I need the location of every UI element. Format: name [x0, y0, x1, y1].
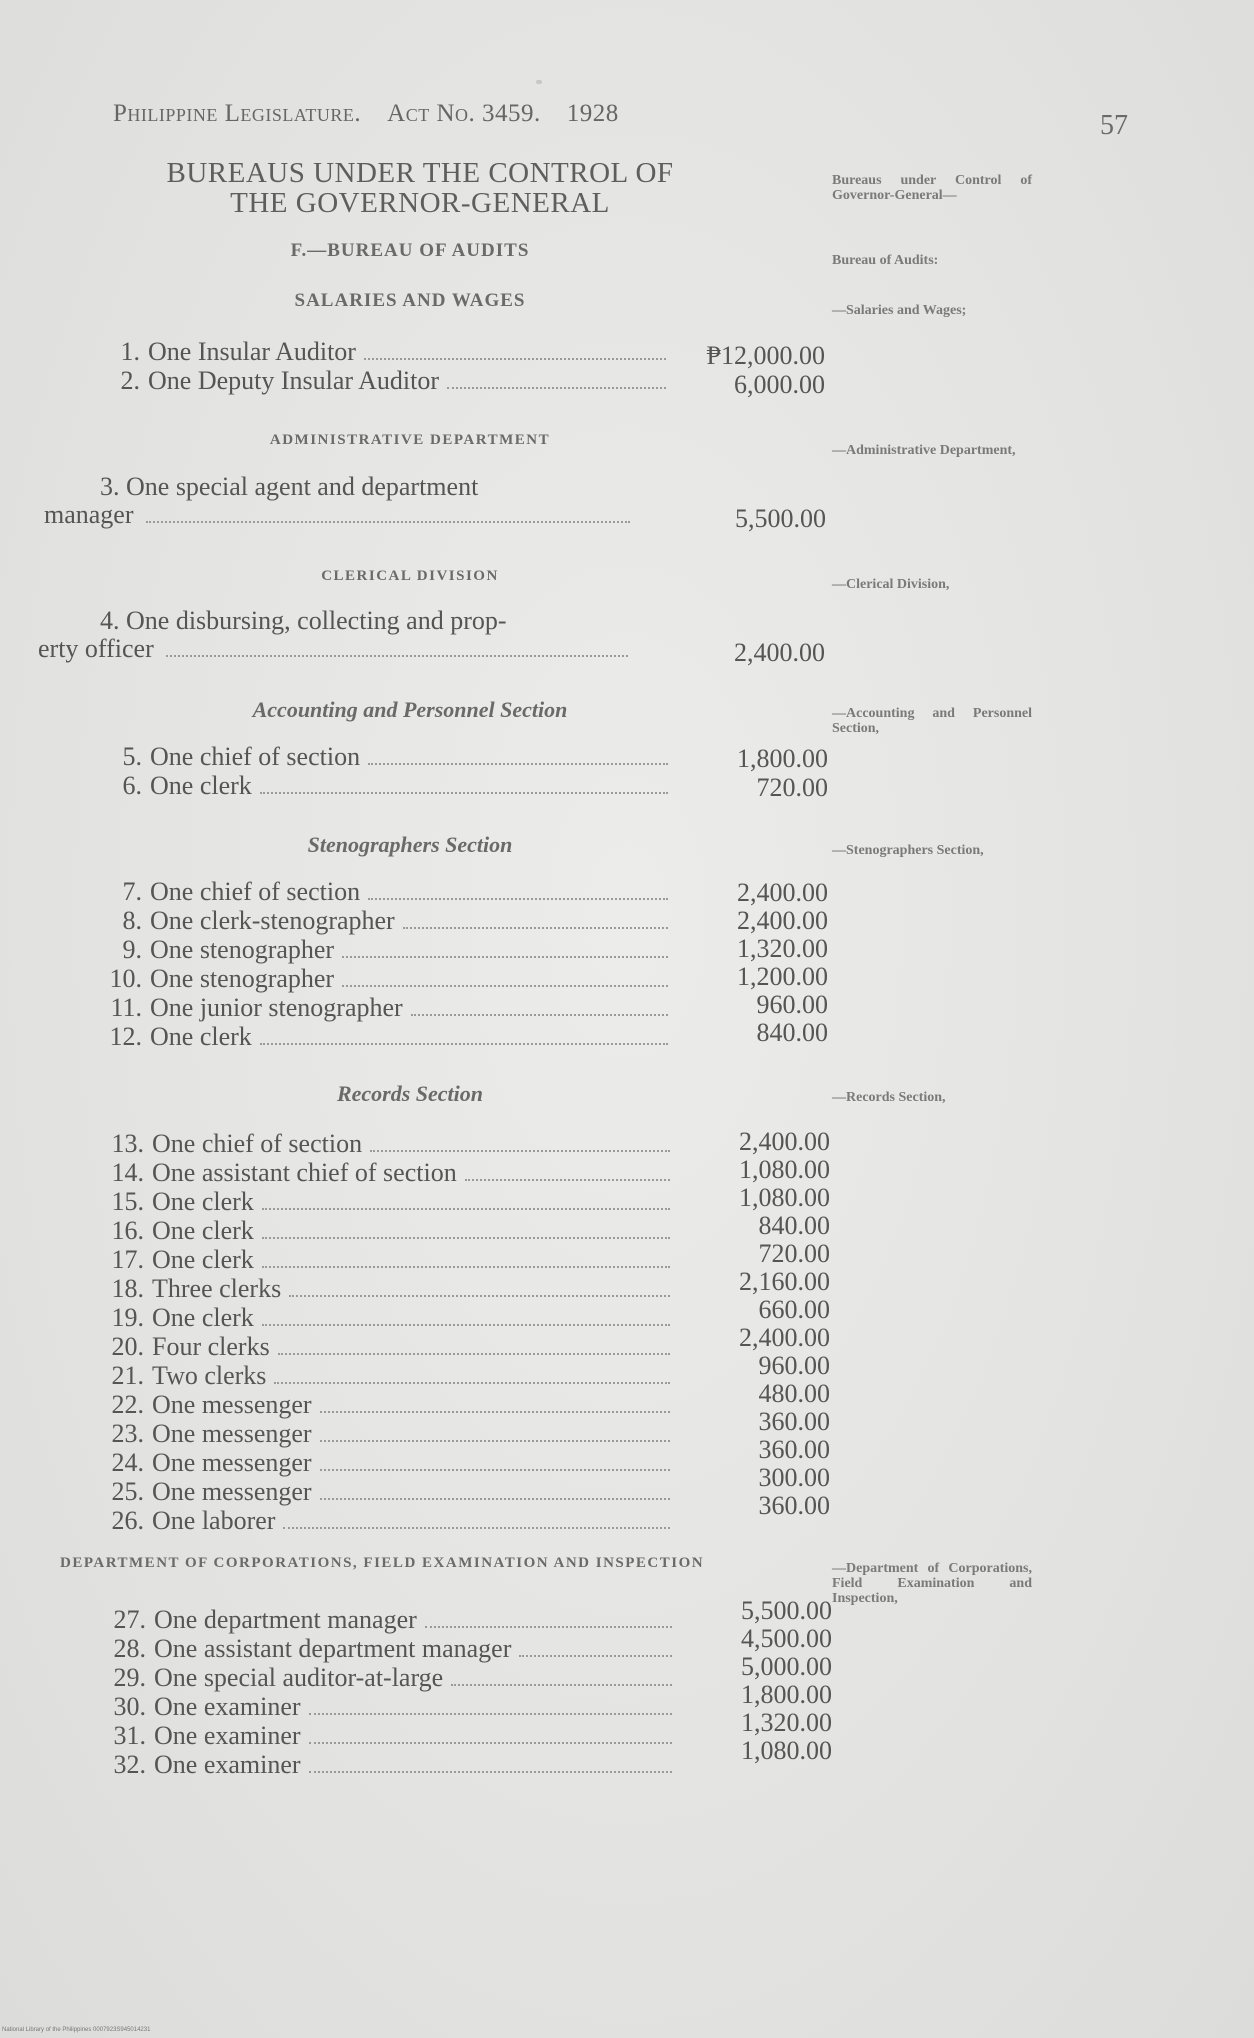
item-number: 22.: [111, 1390, 144, 1419]
item-number: 25.: [111, 1477, 144, 1506]
item-number: 10.: [109, 964, 142, 993]
margin-note-stenographers: —Stenographers Section,: [832, 843, 984, 858]
page-title: [140, 158, 700, 218]
line-item: [46, 1722, 676, 1750]
line-item: [42, 1023, 672, 1051]
item-description: One clerk-stenographer: [150, 906, 395, 935]
header-year: 1928: [566, 100, 619, 127]
item-number: 3.: [100, 472, 120, 501]
item-number: 16.: [111, 1216, 144, 1245]
item-amount: 2,400.00: [739, 1127, 830, 1156]
line-item: [42, 878, 672, 906]
item-number: 17.: [111, 1245, 144, 1274]
item-description: One messenger: [152, 1477, 312, 1506]
item-number: 12.: [109, 1022, 142, 1051]
item-description: One Deputy Insular Auditor: [148, 366, 440, 395]
item-amount: 360.00: [758, 1435, 830, 1464]
running-header: [113, 100, 619, 128]
item-number: 28.: [113, 1634, 146, 1663]
item-description: One clerk: [152, 1303, 254, 1332]
item-description: One Insular Auditor: [148, 337, 356, 366]
item-amount: 1,200.00: [737, 962, 828, 991]
bureau-heading: F.—BUREAU OF AUDITS: [290, 240, 530, 261]
item-amount: 5,500.00: [735, 504, 826, 533]
item-amount: 1,800.00: [737, 744, 828, 773]
line-item: [42, 965, 672, 993]
line-item: [44, 1449, 674, 1477]
header-act: Act No. 3459.: [387, 100, 541, 127]
item-number: 4.: [100, 606, 120, 635]
item-number: 26.: [111, 1506, 144, 1535]
item-amount: 1,320.00: [741, 1708, 832, 1737]
scan-footer-mark: National Library of the Philippines 0007923S945014231: [2, 2027, 151, 2033]
item-description: One stenographer: [150, 935, 335, 964]
item-description: One messenger: [152, 1390, 312, 1419]
item-amount: 300.00: [758, 1463, 830, 1492]
item-description: One chief of section: [152, 1129, 363, 1158]
line-item: [42, 772, 672, 800]
item-amount: 6,000.00: [734, 370, 825, 399]
line-item: [42, 936, 672, 964]
section-heading-stenographers: Stenographers Section: [307, 832, 513, 857]
item-number: 20.: [111, 1332, 144, 1361]
item-number: 21.: [111, 1361, 144, 1390]
item-amount: 2,400.00: [734, 638, 825, 667]
item-description: One clerk: [150, 771, 252, 800]
line-item: [46, 1751, 676, 1779]
line-item: [46, 1664, 676, 1692]
item-description: One examiner: [154, 1692, 301, 1721]
line-item: [42, 907, 672, 935]
item-description-line-1: One disbursing, collecting and prop-: [126, 606, 507, 635]
line-item: [44, 1304, 674, 1332]
item-number: 11.: [110, 993, 142, 1022]
item-amount: 720.00: [758, 1239, 830, 1268]
item-description: One messenger: [152, 1448, 312, 1477]
item-amount: 360.00: [758, 1491, 830, 1520]
line-item: [44, 1333, 674, 1361]
item-number: 30.: [113, 1692, 146, 1721]
item-amount: 2,400.00: [737, 878, 828, 907]
item-description: One clerk: [152, 1216, 254, 1245]
item-number: 19.: [111, 1303, 144, 1332]
item-description: One chief of section: [150, 742, 361, 771]
item-description: Three clerks: [152, 1274, 282, 1303]
section-heading-accounting: Accounting and Personnel Section: [252, 697, 568, 722]
item-description: One stenographer: [150, 964, 335, 993]
margin-note-audits: Bureau of Audits:: [832, 253, 939, 268]
page-number: 57: [1100, 110, 1128, 141]
margin-note-records: —Records Section,: [832, 1090, 946, 1105]
line-item-multiline: [44, 473, 634, 529]
item-description: One junior stenographer: [150, 993, 403, 1022]
item-amount: 5,000.00: [741, 1652, 832, 1681]
header-publication: Philippine Legislature.: [113, 100, 362, 127]
line-item: [40, 367, 670, 395]
item-number: 31.: [113, 1721, 146, 1750]
item-number: 27.: [113, 1605, 146, 1634]
item-amount: 840.00: [756, 1018, 828, 1047]
item-number: 18.: [111, 1274, 144, 1303]
line-item: [44, 1130, 674, 1158]
margin-note-bureaus: Bureaus under Control of Governor-General—: [832, 173, 1032, 203]
item-amount: 1,080.00: [739, 1183, 830, 1212]
item-amount: 480.00: [758, 1379, 830, 1408]
item-description-line-2: manager: [44, 500, 134, 529]
line-item: [44, 1420, 674, 1448]
item-description: One chief of section: [150, 877, 361, 906]
line-item: [44, 1391, 674, 1419]
line-item: [44, 1507, 674, 1535]
item-amount: 1,320.00: [737, 934, 828, 963]
line-item: [42, 743, 672, 771]
line-item: [44, 1478, 674, 1506]
item-description: One laborer: [152, 1506, 276, 1535]
item-number: 7.: [122, 877, 142, 906]
item-description: One clerk: [152, 1245, 254, 1274]
item-amount: 360.00: [758, 1407, 830, 1436]
item-amount: 1,800.00: [741, 1680, 832, 1709]
margin-note-salaries: —Salaries and Wages;: [832, 303, 967, 318]
item-description: One clerk: [152, 1187, 254, 1216]
title-line-1: BUREAUS UNDER THE CONTROL OF: [166, 157, 674, 189]
item-number: 8.: [122, 906, 142, 935]
item-number: 5.: [122, 742, 142, 771]
item-number: 32.: [113, 1750, 146, 1779]
item-amount: 2,400.00: [739, 1323, 830, 1352]
item-description: One special auditor-at-large: [154, 1663, 444, 1692]
margin-note-clerical: —Clerical Division,: [832, 577, 950, 592]
item-number: 14.: [111, 1158, 144, 1187]
section-heading-clerical: CLERICAL DIVISION: [321, 568, 499, 584]
item-description: One department manager: [154, 1605, 417, 1634]
item-description: Four clerks: [152, 1332, 270, 1361]
item-number: 2.: [120, 366, 140, 395]
item-description: One assistant department manager: [154, 1634, 512, 1663]
line-item: [44, 1275, 674, 1303]
line-item: [44, 1246, 674, 1274]
item-number: 15.: [111, 1187, 144, 1216]
margin-note-accounting: —Accounting and Personnel Section,: [832, 706, 1032, 736]
line-item: [44, 1159, 674, 1187]
item-description-line-1: One special agent and department: [126, 472, 479, 501]
line-item: [46, 1606, 676, 1634]
margin-note-administrative: —Administrative Department,: [832, 443, 1016, 458]
item-description: One examiner: [154, 1750, 301, 1779]
line-item: [44, 1362, 674, 1390]
item-number: 6.: [122, 771, 142, 800]
item-description: Two clerks: [152, 1361, 267, 1390]
line-item: [44, 1217, 674, 1245]
item-description: One examiner: [154, 1721, 301, 1750]
line-item: [40, 338, 670, 366]
section-heading-records: Records Section: [336, 1081, 484, 1106]
line-item: [46, 1693, 676, 1721]
paper-speck: [536, 80, 542, 84]
item-amount: 5,500.00: [741, 1596, 832, 1625]
item-amount: 960.00: [756, 990, 828, 1019]
item-amount: 840.00: [758, 1211, 830, 1240]
line-item-multiline: [38, 607, 632, 663]
line-item: [46, 1635, 676, 1663]
item-amount: 2,400.00: [737, 906, 828, 935]
item-number: 23.: [111, 1419, 144, 1448]
item-amount: 1,080.00: [741, 1736, 832, 1765]
item-amount: 2,160.00: [739, 1267, 830, 1296]
item-amount: 1,080.00: [739, 1155, 830, 1184]
item-number: 29.: [113, 1663, 146, 1692]
item-amount: 960.00: [758, 1351, 830, 1380]
item-description: One clerk: [150, 1022, 252, 1051]
section-heading-administrative: ADMINISTRATIVE DEPARTMENT: [269, 432, 551, 448]
line-item: [44, 1188, 674, 1216]
item-amount: ₱12,000.00: [706, 341, 825, 370]
margin-note-corporations: —Department of Corporations, Field Examination and Inspection,: [832, 1561, 1032, 1606]
item-number: 24.: [111, 1448, 144, 1477]
item-description: One messenger: [152, 1419, 312, 1448]
item-number: 9.: [122, 935, 142, 964]
line-item: [42, 994, 672, 1022]
item-description: One assistant chief of section: [152, 1158, 457, 1187]
title-line-2: THE GOVERNOR-GENERAL: [230, 187, 610, 219]
item-description-line-2: erty officer: [38, 634, 154, 663]
item-amount: 660.00: [758, 1295, 830, 1324]
item-number: 1.: [120, 337, 140, 366]
section-heading-corporations: DEPARTMENT OF CORPORATIONS, FIELD EXAMINATION AND INSPECTION: [60, 1555, 705, 1571]
item-number: 13.: [111, 1129, 144, 1158]
item-amount: 4,500.00: [741, 1624, 832, 1653]
item-amount: 720.00: [756, 773, 828, 802]
salaries-heading: SALARIES AND WAGES: [294, 290, 526, 311]
